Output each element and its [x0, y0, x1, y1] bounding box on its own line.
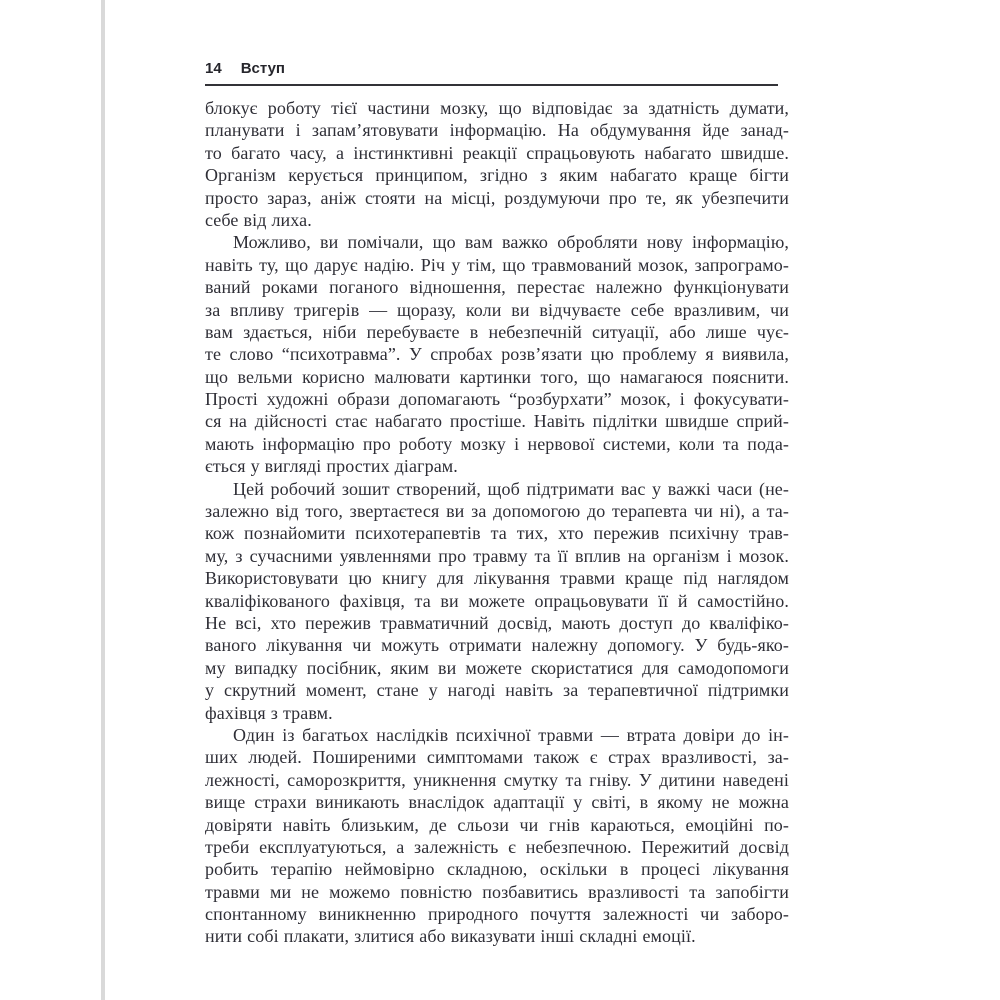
text-line: залежно від того, звертаєтеся ви за допомогою до терапевта чи ні), а та- — [205, 501, 789, 522]
text-line: Організм керується принципом, згідно з яким набагато краще бігти — [205, 165, 789, 186]
text-line: ваного лікування чи можуть отримати належну допомогу. У будь-яко- — [205, 635, 789, 656]
paragraph — [205, 97, 789, 231]
text-line: довіряти навіть близьким, де сльози чи гнів караються, емоційні по- — [205, 814, 789, 835]
text-line: му, з сучасними уявленнями про травму та її вплив на організм і мозок. — [205, 545, 789, 566]
body-text — [205, 97, 789, 948]
text-line: то багато часу, а інстинктивні реакції спрацьовують набагато швидше. — [205, 142, 789, 163]
page-gutter-line — [101, 0, 105, 1000]
text-line: треби експлуатуються, а залежність є небезпечною. Пережитий досвід — [205, 836, 789, 857]
text-line: ся на дійсності стає набагато простіше. Навіть підлітки швидше сприй- — [205, 411, 789, 432]
text-line: ших людей. Поширеними симптомами також є страх вразливості, за- — [205, 747, 789, 768]
text-line: планувати і запам’ятовувати інформацію. На обдумування йде занад- — [205, 120, 789, 141]
text-line: Цей робочий зошит створений, щоб підтримати вас у важкі часи (не- — [233, 478, 789, 499]
text-line: навіть ту, що дарує надію. Річ у тім, що травмований мозок, запрограмо- — [205, 254, 789, 275]
paragraph — [205, 478, 789, 724]
text-line: те слово “психотравма”. У спробах розв’язати цю проблему я виявила, — [205, 344, 789, 365]
text-line: вам здається, ніби перебуваєте в небезпечній ситуації, або лише чує- — [205, 321, 789, 342]
text-line: лежності, саморозкриття, уникнення смутку та гніву. У дитини наведені — [205, 769, 789, 790]
text-line: робить терапію неймовірно складною, оскільки в процесі лікування — [205, 859, 789, 880]
text-line: себе від лиха. — [205, 209, 312, 230]
text-line: травми ми не можемо повністю позбавитись вразливості та запобігти — [205, 881, 789, 902]
text-line: у скрутний момент, стане у нагоді навіть за терапевтичної підтримки — [205, 680, 789, 701]
text-line: ваний роками поганого відношення, перестає належно функціонувати — [205, 277, 789, 298]
text-line: просто зараз, аніж стояти на місці, роздумуючи про те, як убезпечити — [205, 187, 789, 208]
text-line: Використовувати цю книгу для лікування травми краще під наглядом — [205, 568, 789, 589]
running-head-section-title: Вступ — [240, 60, 285, 77]
book-page — [205, 61, 789, 948]
text-line: блокує роботу тієї частини мозку, що відповідає за здатність думати, — [205, 98, 789, 118]
text-line: Можливо, ви помічали, що вам важко обробляти нову інформацію, — [233, 232, 789, 253]
text-line: кваліфікованого фахівця, та ви можете опрацьовувати її й самостійно. — [205, 590, 789, 611]
text-line: нити собі плакати, злитися або виказувати інші складні емоції. — [205, 926, 696, 947]
text-line: Один із багатьох наслідків психічної травми — втрата довіри до ін- — [233, 724, 789, 745]
text-line: фахівця з травм. — [205, 702, 333, 723]
header-rule — [205, 84, 778, 86]
text-line: му випадку посібник, яким ви можете скористатися для самодопомоги — [205, 657, 789, 678]
text-line: кож познайомити психотерапевтів та тих, хто пережив психічну трав- — [205, 523, 789, 544]
paragraph — [205, 231, 789, 477]
text-line: мають інформацію про роботу мозку і нервової системи, коли та пода- — [205, 433, 789, 454]
page-header — [205, 61, 789, 77]
page-number: 14 — [205, 60, 222, 77]
text-line: Не всі, хто пережив травматичний досвід, мають доступ до кваліфіко- — [205, 612, 789, 633]
text-line: Прості художні образи допомагають “розбурхати” мозок, і фокусувати- — [205, 389, 789, 410]
text-line: вище страхи виникають внаслідок адаптації у світі, в якому не можна — [205, 792, 789, 813]
text-line: що вельми корисно малювати картинки того, що намагаюся пояснити. — [205, 366, 789, 387]
text-line: за впливу тригерів — щоразу, коли ви відчуваєте себе вразливим, чи — [205, 299, 789, 320]
text-line: спонтанному виникненню природного почуття залежності чи заборо- — [205, 904, 789, 925]
paragraph — [205, 724, 789, 948]
text-line: ється у вигляді простих діаграм. — [205, 456, 458, 477]
